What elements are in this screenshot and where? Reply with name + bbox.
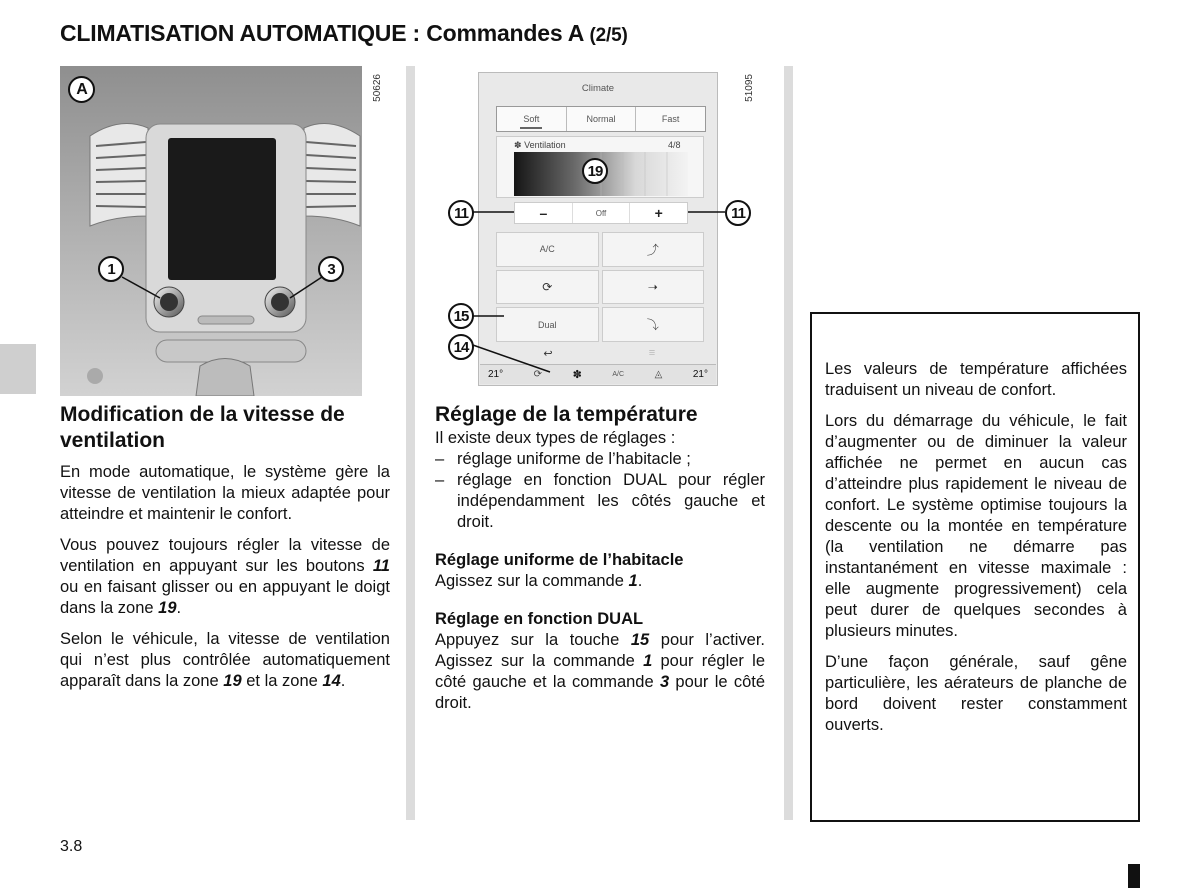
bottom-ac-label: A/C (612, 371, 625, 378)
column-separator-right (784, 66, 793, 820)
fan-minus-button[interactable]: – (539, 205, 548, 221)
callout-14: 14 (448, 334, 474, 360)
ventilation-label: Ventilation (524, 140, 566, 150)
callout-19: 19 (582, 158, 608, 184)
callout-11-left: 11 (448, 200, 474, 226)
mode-fast[interactable]: Fast (661, 114, 680, 124)
defrost-status-icon: ◬ (654, 369, 663, 380)
figure-ref-right: 51095 (744, 74, 755, 102)
chapter-side-tab (0, 344, 36, 394)
note-paragraph-1: Les valeurs de température affichées traduisent un niveau de confort. (825, 360, 1127, 399)
fan-icon: ✽ (514, 140, 522, 150)
dashboard-figure (60, 66, 390, 396)
back-icon[interactable]: ↩ (543, 347, 553, 360)
note-paragraph-3: D’une façon générale, sauf gêne particulière, les aérateurs de planche de bord doivent rester constamment ouverts. (825, 653, 1127, 734)
mode-normal[interactable]: Normal (567, 107, 637, 131)
page-number: 3.8 (60, 838, 83, 855)
page-edge-marker (1128, 864, 1140, 888)
col1-paragraph-2: Vous pouvez toujours régler la vitesse de ventilation en appuyant sur les boutons 11 ou en faisant glisser ou en appuyant le doigt dans la zone 19. (60, 536, 390, 618)
list-item: – réglage en fonction DUAL pour régler indépendamment les côtés gauche et droit. (435, 470, 765, 531)
callout-a: A (68, 76, 95, 103)
column-1 (60, 402, 390, 702)
page-title (60, 20, 628, 47)
fan-status-icon: ✽ (572, 369, 582, 381)
dual-button[interactable]: Dual (496, 307, 599, 342)
climate-screen-figure (440, 66, 770, 396)
col2-bullets (435, 449, 765, 533)
temp-right[interactable]: 21° (692, 369, 708, 380)
fan-plus-button[interactable]: + (654, 205, 663, 221)
mode-soft[interactable]: Soft (497, 107, 567, 131)
note-box (810, 312, 1140, 822)
menu-icon[interactable]: ≡ (648, 347, 656, 359)
fan-off-button[interactable]: Off (572, 203, 631, 223)
col1-paragraph-3: Selon le véhicule, la vitesse de ventilation qui n’est plus contrôlée automatiquement apparaît dans la zone 19 et la zone 14. (60, 630, 390, 691)
note-paragraph-2: Lors du démarrage du véhicule, le fait d’augmenter ou de diminuer la valeur affichée ne permet en aucun cas d’atteindre plus rapidement le niveau de confort. Le système optimise toujours la descente ou la montée en température (la ventilation ne démarre pas instantanément en vitesse maximale : elle augmente progressivement) cela peut durer de quelques secondes à plusieurs minutes. (825, 412, 1127, 640)
ventilation-value: 4/8 (668, 140, 681, 150)
col2-intro: Il existe deux types de réglages : (435, 428, 676, 447)
col1-paragraph-1: En mode automatique, le système gère la vitesse de ventilation la mieux adaptée pour atteindre et maintenir le confort. (60, 463, 390, 524)
subheading-dual: Réglage en fonction DUAL (435, 609, 644, 628)
airflow-lower-icon[interactable]: ⤵ (602, 307, 705, 342)
title-part: (2/5) (589, 25, 628, 46)
heading-temperature: Réglage de la température (435, 403, 698, 426)
heading-ventilation: Modification de la vitesse de ventilation (60, 403, 345, 452)
callout-1: 1 (98, 256, 124, 282)
figure-ref-left: 50626 (372, 74, 383, 102)
airflow-upper-icon[interactable]: ⤴ (602, 232, 705, 267)
screen-title: Climate (581, 82, 615, 94)
callout-leaders-right (440, 66, 770, 396)
callout-11-right: 11 (725, 200, 751, 226)
callout-leaders-left (60, 66, 390, 396)
temp-left[interactable]: 21° (488, 369, 504, 380)
col2-uniform-text: Agissez sur la commande 1. (435, 571, 643, 590)
callout-15: 15 (448, 303, 474, 329)
list-item: – réglage uniforme de l’habitacle ; (435, 449, 691, 468)
column-separator-left (406, 66, 415, 820)
airflow-middle-icon[interactable]: ➝ (602, 270, 705, 305)
recirculation-icon[interactable]: ⟳ (496, 270, 599, 305)
subheading-uniform: Réglage uniforme de l’habitacle (435, 550, 684, 569)
column-2 (435, 402, 765, 714)
title-main: CLIMATISATION AUTOMATIQUE : Commandes A (60, 20, 584, 46)
callout-3: 3 (318, 256, 344, 282)
ac-button[interactable]: A/C (496, 232, 599, 267)
recirc-status-icon: ⟳ (533, 369, 543, 380)
col2-dual-text: Appuyez sur la touche 15 pour l’activer. Agissez sur la commande 1 pour régler le côté gauche et la commande 3 pour le côté droit. (435, 630, 766, 712)
